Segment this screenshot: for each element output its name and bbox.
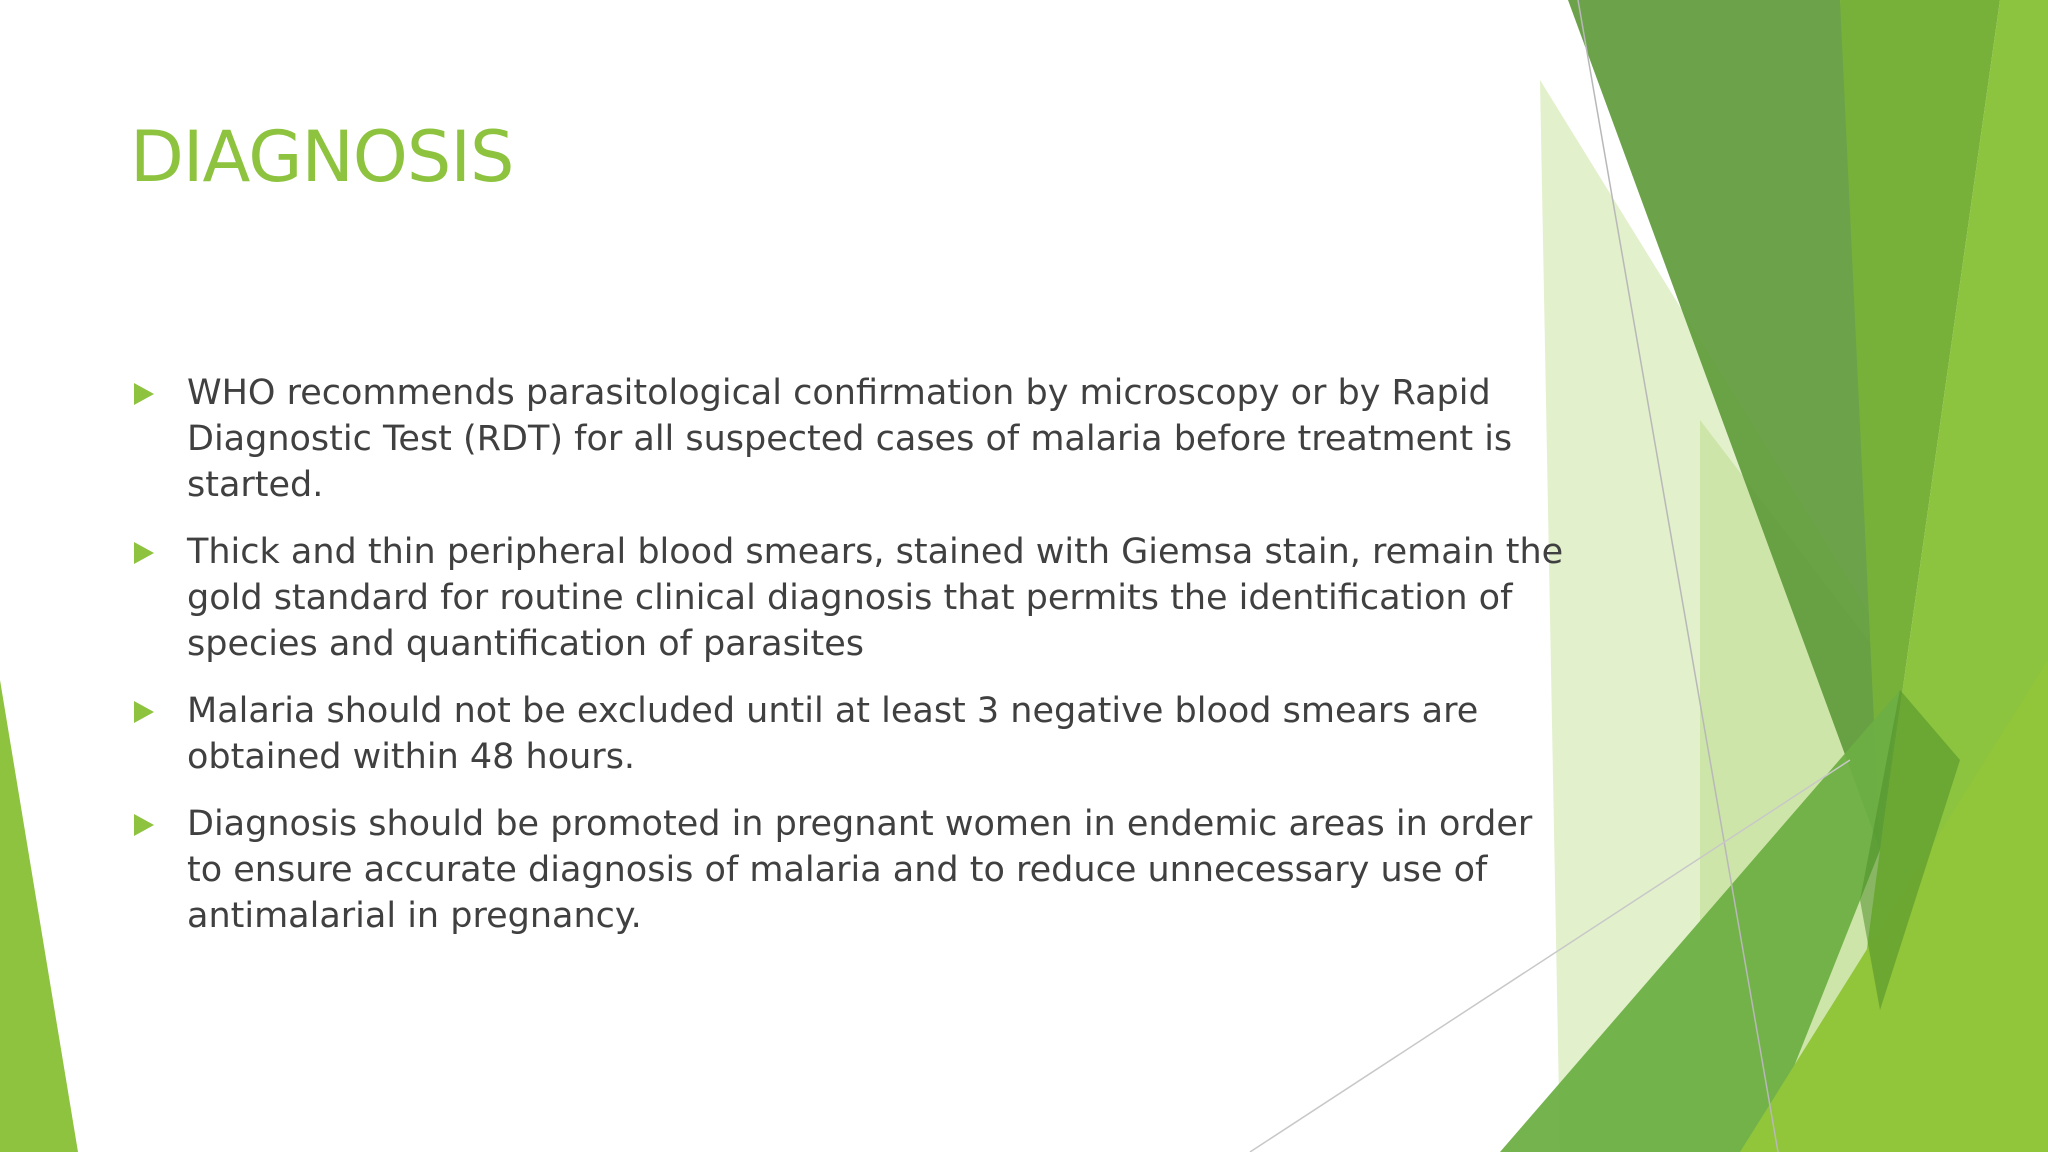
bullet-text: WHO recommends parasitological confirmation by microscopy or by Rapid Diagnostic Test (RDT) for all suspected cases of malaria before treatment is started. [187,373,1513,505]
triangle-right-icon [134,383,154,405]
bullet-item [130,688,1570,780]
bullet-item [130,801,1570,939]
triangle-right-icon [134,814,154,836]
bullet-item [130,370,1570,508]
bullet-text: Diagnosis should be promoted in pregnant women in endemic areas in order to ensure accurate diagnosis of malaria and to reduce unnecessary use of antimalarial in pregnancy. [187,804,1533,936]
bullet-text: Malaria should not be excluded until at least 3 negative blood smears are obtained within 48 hours. [187,691,1479,777]
bullet-list [130,370,1570,960]
bullet-text: Thick and thin peripheral blood smears, stained with Giemsa stain, remain the gold standard for routine clinical diagnosis that permits the identification of species and quantification of parasites [187,532,1564,664]
slide-title: DIAGNOSIS [130,116,514,198]
bullet-item [130,529,1570,667]
left-green-sliver [0,680,78,1152]
triangle-right-icon [134,542,154,564]
triangle-right-icon [134,701,154,723]
